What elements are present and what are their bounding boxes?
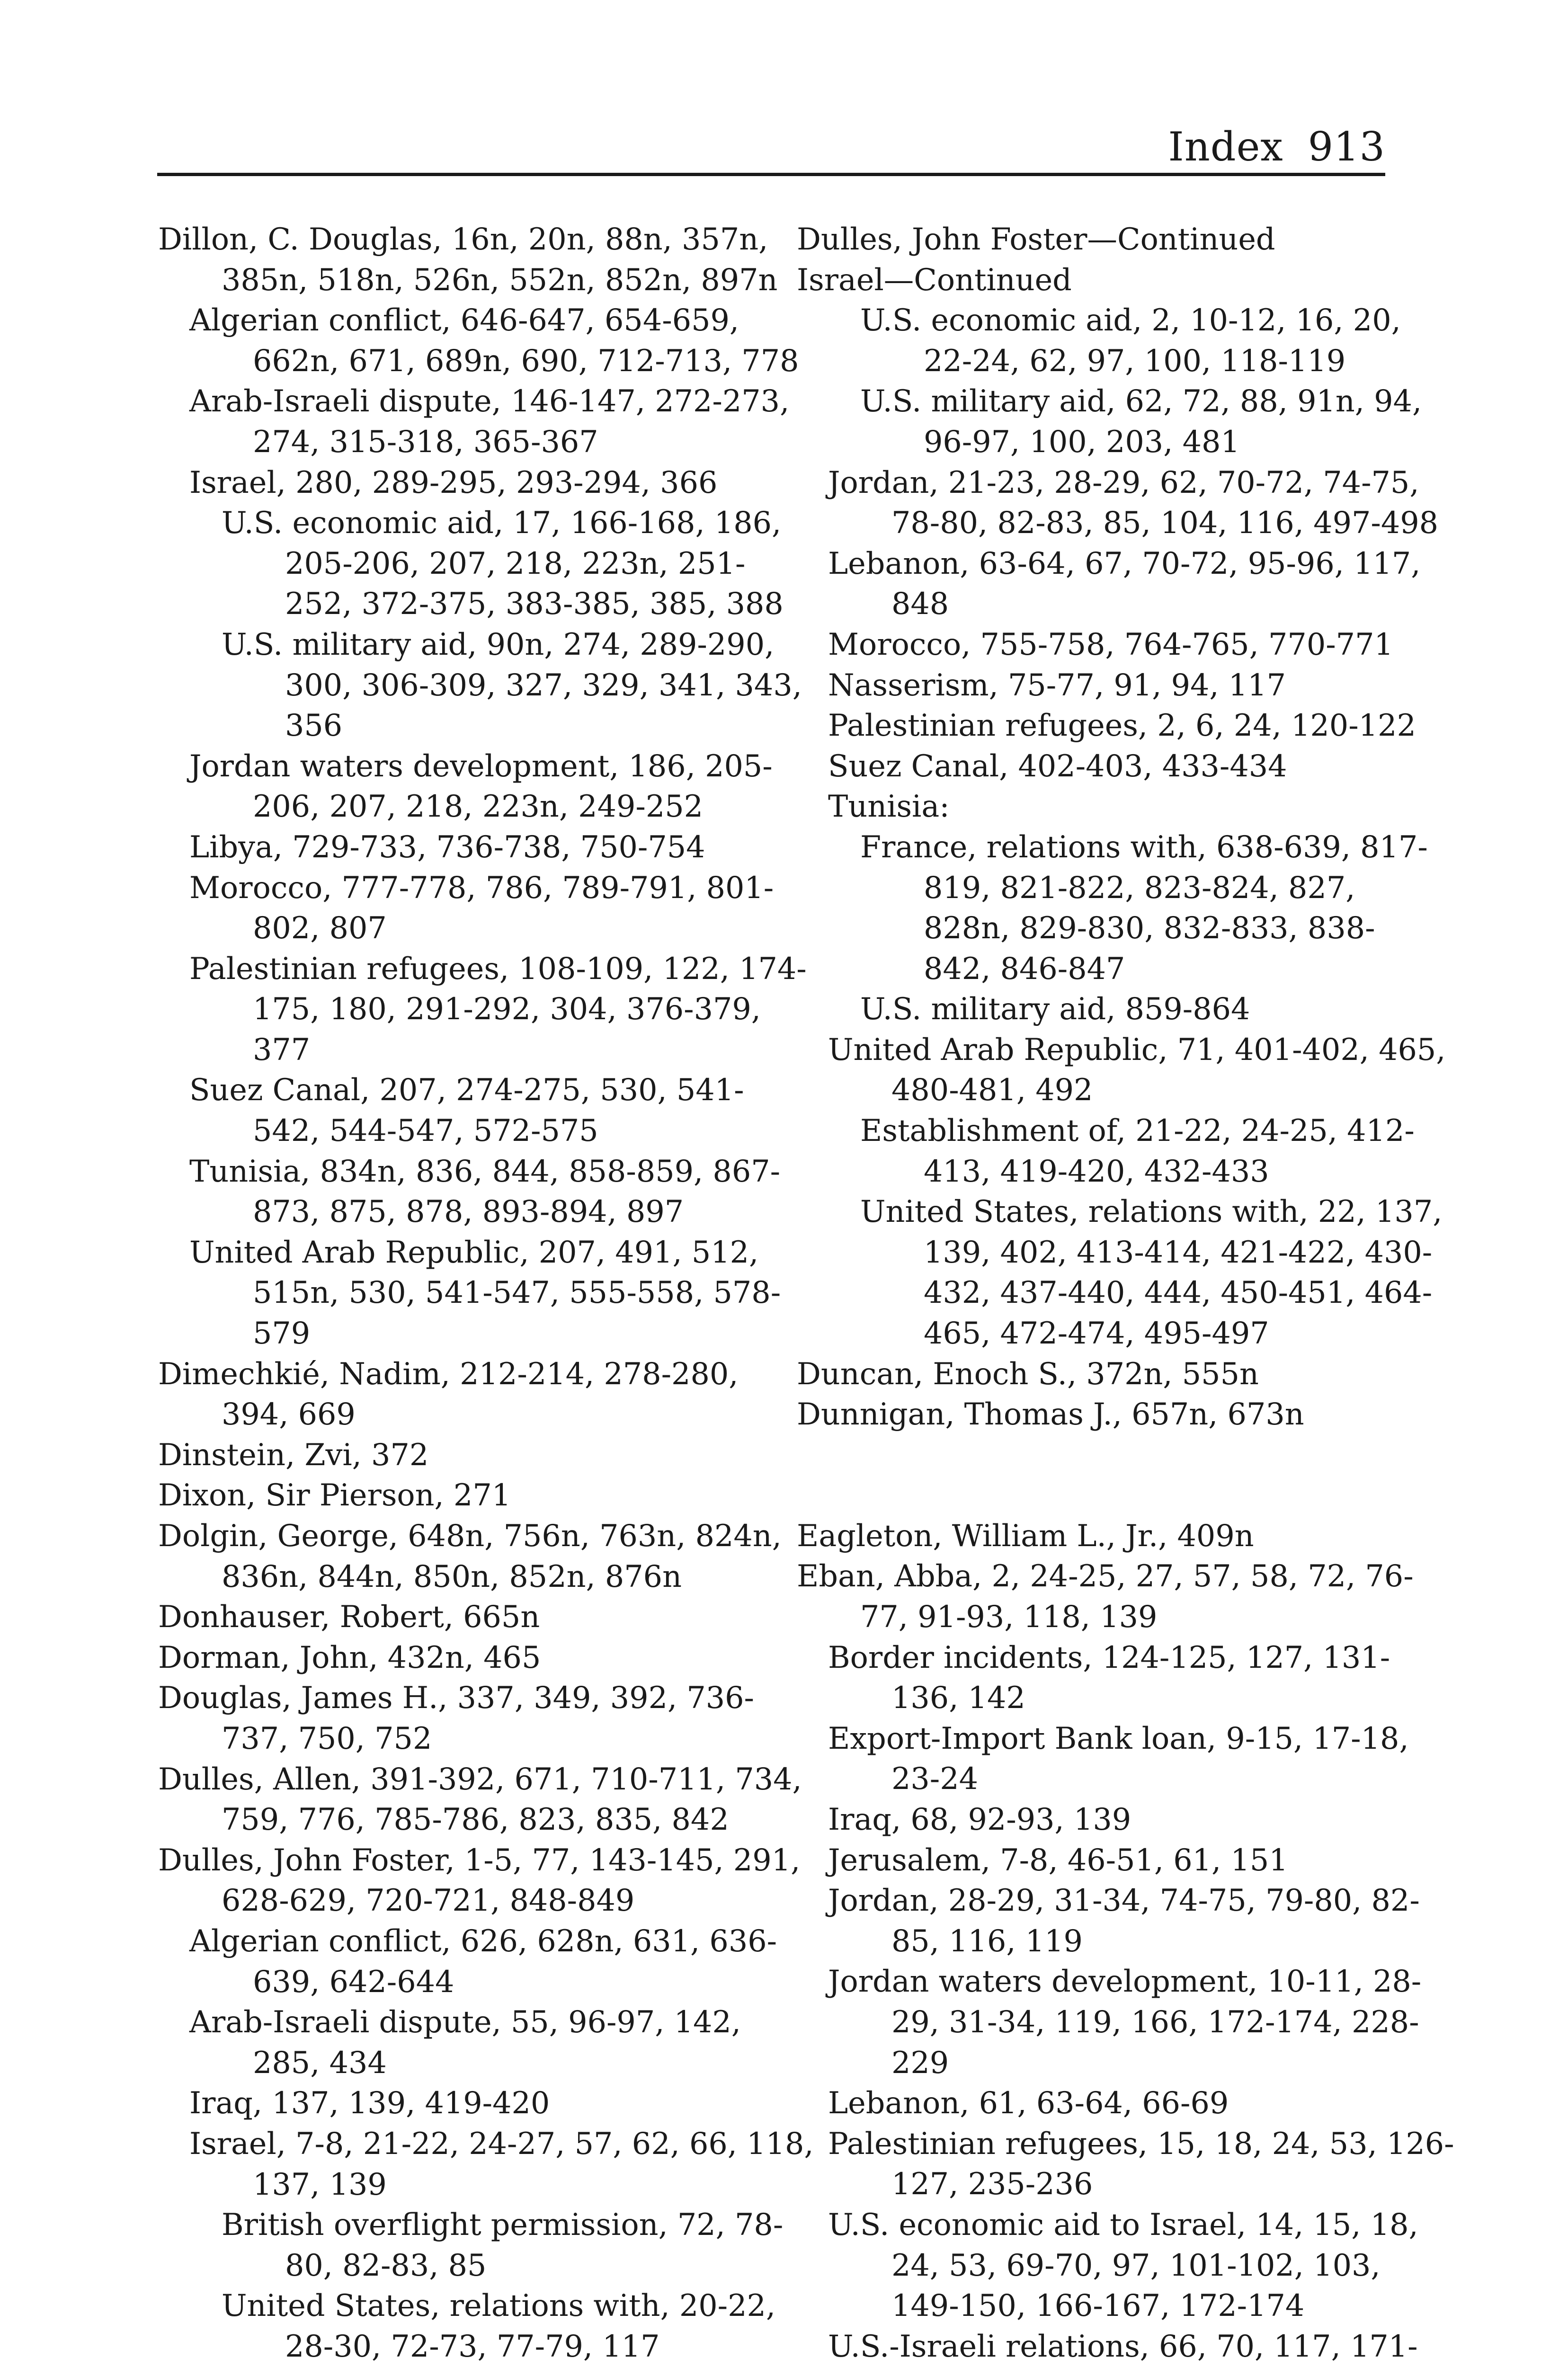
index-entry (797, 1111, 1415, 1192)
index-entry (797, 1030, 1446, 1111)
entry-line: U.S. economic aid, 17, 166-168, 186, (222, 505, 782, 541)
entry-line: U.S. economic aid to Israel, 14, 15, 18, (828, 2207, 1418, 2242)
entry-continuation-line: 819, 821-822, 823-824, 827, (924, 870, 1355, 905)
entry-line: Establishment of, 21-22, 24-25, 412- (860, 1113, 1415, 1148)
index-entry (797, 746, 1393, 787)
entry-line: U.S. military aid, 62, 72, 88, 91n, 94, (860, 383, 1422, 419)
entry-line: U.S. military aid, 859-864 (860, 991, 1250, 1027)
entry-line: Jerusalem, 7-8, 46-51, 61, 151 (828, 1842, 1288, 1878)
page-number: 913 (1308, 124, 1385, 170)
entry-continuation-line: 842, 846-847 (924, 951, 1125, 986)
letter-section-gap (797, 1435, 1393, 1516)
index-entry (797, 381, 1422, 462)
index-entry (158, 1921, 788, 2002)
index-entry (797, 219, 1393, 260)
entry-continuation-line: 628-629, 720-721, 848-849 (222, 1883, 635, 1918)
index-entry (158, 827, 788, 868)
index-entry (158, 949, 807, 1070)
entry-line: Jordan waters development, 186, 205- (189, 748, 773, 783)
entry-continuation-line: 252, 372-375, 383-385, 385, 388 (285, 586, 784, 622)
index-entry (797, 624, 1393, 665)
entry-line: Suez Canal, 402-403, 433-434 (828, 748, 1287, 783)
entry-continuation-line: 78-80, 82-83, 85, 104, 116, 497-498 (891, 505, 1439, 541)
entry-line: France, relations with, 638-639, 817- (860, 829, 1428, 864)
entry-line: U.S. military aid, 90n, 274, 289-290, (222, 626, 775, 662)
entry-line: Duncan, Enoch S., 372n, 555n (797, 1356, 1259, 1391)
index-entry (158, 2083, 788, 2124)
index-entry (158, 2124, 814, 2205)
index-entry (797, 1840, 1393, 1881)
entry-continuation-line: 579 (253, 1316, 311, 1351)
index-entry (797, 2083, 1393, 2124)
entry-line: Dillon, C. Douglas, 16n, 20n, 88n, 357n, (158, 222, 768, 257)
entry-line: Israel, 7-8, 21-22, 24-27, 57, 62, 66, 118, (189, 2126, 814, 2161)
entry-line: Algerian conflict, 626, 628n, 631, 636- (189, 1923, 777, 1958)
entry-continuation-line: 85, 116, 119 (891, 1923, 1083, 1958)
entry-line: Palestinian refugees, 108-109, 122, 174- (189, 951, 807, 986)
entry-line: Libya, 729-733, 736-738, 750-754 (189, 829, 705, 864)
index-entry (797, 1718, 1409, 1799)
entry-line: Eagleton, William L., Jr., 409n (797, 1518, 1254, 1553)
header-title: Index (1168, 124, 1283, 170)
entry-line: Jordan waters development, 10-11, 28- (828, 1964, 1422, 1999)
entry-continuation-line: 413, 419-420, 432-433 (924, 1153, 1269, 1189)
entry-line: Tunisia: (828, 789, 950, 824)
entry-line: Dixon, Sir Pierson, 271 (158, 1477, 511, 1513)
index-entry (158, 2205, 788, 2286)
running-header (157, 111, 1385, 176)
entry-line: Palestinian refugees, 15, 18, 24, 53, 126- (828, 2126, 1454, 2161)
entry-line: Iraq, 68, 92-93, 139 (828, 1801, 1131, 1837)
entry-line: Lebanon, 61, 63-64, 66-69 (828, 2085, 1229, 2121)
index-entry (158, 1678, 788, 1759)
entry-continuation-line: 229 (891, 2045, 949, 2080)
entry-line: Dulles, Allen, 391-392, 671, 710-711, 734, (158, 1761, 802, 1797)
entry-line: United States, relations with, 20-22, (222, 2288, 776, 2323)
entry-continuation-line: 23-24 (891, 1761, 979, 1797)
entry-line: Dimechkié, Nadim, 212-214, 278-280, (158, 1356, 739, 1391)
entry-continuation-line: 515n, 530, 541-547, 555-558, 578- (253, 1275, 781, 1310)
entry-continuation-line: 80, 82-83, 85 (285, 2247, 487, 2283)
index-entry (797, 705, 1416, 746)
entry-line: Dulles, John Foster, 1-5, 77, 143-145, 291, (158, 1842, 801, 1878)
index-entry (797, 786, 1393, 827)
index-entry (797, 1799, 1393, 1840)
entry-continuation-line: 24, 53, 69-70, 97, 101-102, 103, (891, 2247, 1381, 2283)
entry-continuation-line: 836n, 844n, 850n, 852n, 876n (222, 1558, 682, 1594)
entry-line: Lebanon, 63-64, 67, 70-72, 95-96, 117, (828, 545, 1421, 581)
entry-continuation-line: 737, 750, 752 (222, 1720, 432, 1756)
index-entry (158, 1516, 788, 1597)
index-entry (797, 1394, 1393, 1435)
index-entry (158, 746, 788, 827)
entry-line: Suez Canal, 207, 274-275, 530, 541- (189, 1072, 744, 1108)
entry-line: United States, relations with, 22, 137, (860, 1194, 1443, 1229)
index-entry (158, 1070, 788, 1151)
entry-continuation-line: 127, 235-236 (891, 2166, 1093, 2202)
index-entry (797, 2205, 1418, 2326)
entry-line: Dulles, John Foster—Continued (797, 222, 1275, 257)
index-column-right (797, 219, 1454, 2367)
entry-continuation-line: 28-30, 72-73, 77-79, 117 (285, 2328, 660, 2364)
entry-line: British overflight permission, 72, 78- (222, 2207, 784, 2242)
index-entry (158, 2286, 788, 2367)
index-entry (797, 1354, 1393, 1395)
index-entry (797, 1637, 1393, 1718)
entry-line: Nasserism, 75-77, 91, 94, 117 (828, 667, 1286, 703)
index-entry (797, 300, 1401, 381)
entry-continuation-line: 848 (891, 586, 949, 622)
entry-line: Israel—Continued (797, 262, 1072, 297)
entry-line: Export-Import Bank loan, 9-15, 17-18, (828, 1720, 1409, 1756)
entry-continuation-line: 802, 807 (253, 910, 387, 946)
index-entry (158, 868, 788, 949)
entry-continuation-line: 137, 139 (253, 2166, 387, 2202)
entry-line: Dinstein, Zvi, 372 (158, 1437, 429, 1472)
entry-continuation-line: 285, 434 (253, 2045, 387, 2080)
index-entry (158, 503, 788, 624)
entry-line: Morocco, 755-758, 764-765, 770-771 (828, 626, 1393, 662)
entry-continuation-line: 29, 31-34, 119, 166, 172-174, 228- (891, 2004, 1419, 2039)
entry-continuation-line: 274, 315-318, 365-367 (253, 424, 598, 459)
index-entry (797, 1556, 1414, 1637)
index-entry (158, 1232, 788, 1354)
entry-continuation-line: 828n, 829-830, 832-833, 838- (924, 910, 1375, 946)
entry-continuation-line: 139, 402, 413-414, 421-422, 430- (924, 1234, 1433, 1270)
entry-continuation-line: 22-24, 62, 97, 100, 118-119 (924, 343, 1346, 378)
entry-line: Dolgin, George, 648n, 756n, 763n, 824n, (158, 1518, 782, 1553)
entry-continuation-line: 394, 669 (222, 1397, 356, 1432)
entry-continuation-line: 175, 180, 291-292, 304, 376-379, (253, 991, 761, 1027)
entry-continuation-line: 206, 207, 218, 223n, 249-252 (253, 789, 704, 824)
entry-line: Morocco, 777-778, 786, 789-791, 801- (189, 870, 774, 905)
entry-line: Border incidents, 124-125, 127, 131- (828, 1639, 1390, 1675)
index-entry (797, 1961, 1422, 2083)
entry-line: Arab-Israeli dispute, 146-147, 272-273, (189, 383, 790, 419)
entry-line: Eban, Abba, 2, 24-25, 27, 57, 58, 72, 76- (797, 1558, 1414, 1594)
index-entry (797, 1192, 1443, 1353)
entry-continuation-line: 356 (285, 708, 343, 743)
entry-continuation-line: 205-206, 207, 218, 223n, 251- (285, 545, 746, 581)
entry-continuation-line: 480-481, 492 (891, 1072, 1093, 1108)
index-entry (158, 1354, 788, 1435)
index-entry (797, 827, 1428, 989)
index-entry (158, 381, 788, 462)
index-entry (158, 219, 788, 300)
entry-continuation-line: 377 (253, 1032, 311, 1067)
index-entry (797, 989, 1393, 1030)
entry-continuation-line: 300, 306-309, 327, 329, 341, 343, (285, 667, 802, 703)
entry-line: United Arab Republic, 207, 491, 512, (189, 1234, 759, 1270)
index-entry (158, 1840, 801, 1921)
entry-continuation-line: 542, 544-547, 572-575 (253, 1113, 598, 1148)
entry-line: Palestinian refugees, 2, 6, 24, 120-122 (828, 708, 1416, 743)
index-entry (797, 1516, 1393, 1557)
index-entry (797, 463, 1439, 543)
index-entry (797, 1880, 1420, 1961)
index-entry (797, 543, 1421, 624)
header-text (1168, 124, 1385, 170)
entry-line: U.S.-Israeli relations, 66, 70, 117, 171- (828, 2328, 1418, 2364)
entry-continuation-line: 77, 91-93, 118, 139 (860, 1599, 1158, 1634)
entry-line: Israel, 280, 289-295, 293-294, 366 (189, 464, 718, 500)
index-entry (158, 2002, 788, 2083)
entry-line: United Arab Republic, 71, 401-402, 465, (828, 1032, 1446, 1067)
entry-line: Iraq, 137, 139, 419-420 (189, 2085, 550, 2121)
index-entry (158, 624, 802, 746)
entry-line: Arab-Israeli dispute, 55, 96-97, 142, (189, 2004, 741, 2040)
entry-line: Tunisia, 834n, 836, 844, 858-859, 867- (189, 1153, 781, 1189)
entry-continuation-line: 639, 642-644 (253, 1964, 454, 1999)
index-entry (158, 1597, 788, 1637)
entry-continuation-line: 149-150, 166-167, 172-174 (891, 2288, 1305, 2323)
entry-line: Dunnigan, Thomas J., 657n, 673n (797, 1397, 1304, 1432)
index-entry (158, 463, 788, 503)
index-entry (797, 2124, 1454, 2205)
entry-continuation-line: 465, 472-474, 495-497 (924, 1316, 1269, 1351)
entry-continuation-line: 96-97, 100, 203, 481 (924, 424, 1240, 459)
entry-line: Douglas, James H., 337, 349, 392, 736- (158, 1680, 754, 1716)
index-entry (158, 1435, 788, 1476)
entry-line: Donhauser, Robert, 665n (158, 1599, 540, 1635)
entry-line: Jordan, 21-23, 28-29, 62, 70-72, 74-75, (828, 464, 1419, 500)
index-entry (797, 260, 1393, 301)
index-entry (158, 1475, 788, 1516)
index-entry (797, 665, 1393, 706)
index-entry (797, 2326, 1418, 2367)
index-entry (158, 300, 799, 381)
entry-line: Jordan, 28-29, 31-34, 74-75, 79-80, 82- (828, 1883, 1420, 1918)
entry-line: Algerian conflict, 646-647, 654-659, (189, 303, 739, 338)
entry-continuation-line: 432, 437-440, 444, 450-451, 464- (924, 1275, 1433, 1310)
index-entry (158, 1151, 788, 1232)
entry-continuation-line: 136, 142 (891, 1680, 1025, 1716)
entry-line: U.S. economic aid, 2, 10-12, 16, 20, (860, 303, 1401, 338)
index-entry (158, 1637, 788, 1678)
entry-line: Dorman, John, 432n, 465 (158, 1639, 541, 1675)
entry-continuation-line: 759, 776, 785-786, 823, 835, 842 (222, 1802, 729, 1837)
entry-continuation-line: 385n, 518n, 526n, 552n, 852n, 897n (222, 262, 778, 297)
entry-continuation-line: 662n, 671, 689n, 690, 712-713, 778 (253, 343, 799, 378)
index-column-left (158, 219, 814, 2367)
index-entry (158, 1759, 802, 1840)
entry-continuation-line: 873, 875, 878, 893-894, 897 (253, 1194, 684, 1229)
